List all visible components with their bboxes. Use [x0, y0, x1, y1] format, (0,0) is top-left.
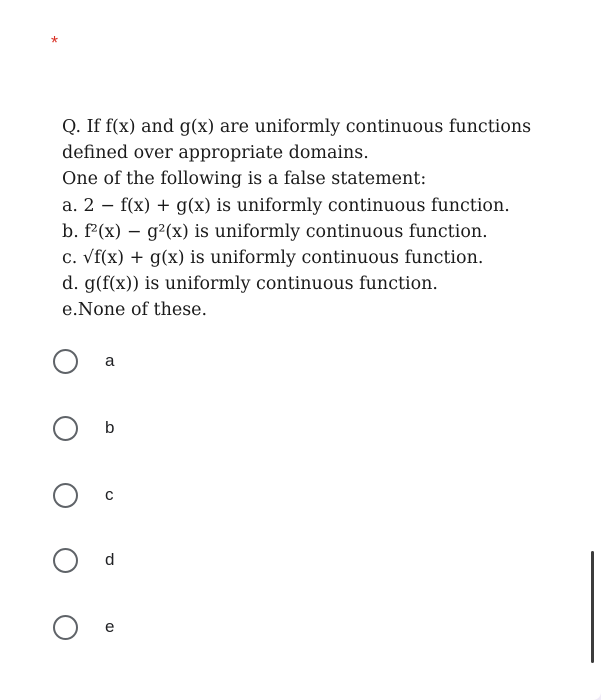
option-c[interactable]	[53, 480, 253, 510]
question-line: defined over appropriate domains.	[62, 143, 369, 164]
radio-button-icon[interactable]	[53, 416, 78, 441]
radio-button-icon[interactable]	[53, 548, 78, 573]
question-text	[62, 114, 592, 324]
option-label: d	[105, 550, 115, 569]
required-marker: *	[51, 33, 59, 53]
option-d[interactable]	[53, 545, 253, 575]
question-line: Q. If f(x) and g(x) are uniformly continuous functions	[62, 117, 532, 137]
radio-button-icon[interactable]	[53, 483, 78, 508]
option-label: c	[105, 485, 114, 504]
option-a[interactable]	[53, 346, 253, 376]
radio-button-icon[interactable]	[53, 615, 78, 640]
option-e[interactable]	[53, 612, 253, 642]
option-label: a	[105, 351, 115, 370]
option-label: b	[105, 418, 115, 437]
scrollbar[interactable]	[591, 551, 594, 663]
statement-b: b. f²(x) − g²(x) is uniformly continuous function.	[62, 221, 488, 242]
statement-a: a. 2 − f(x) + g(x) is uniformly continuous function.	[62, 195, 510, 216]
option-b[interactable]	[53, 413, 253, 443]
option-label: e	[105, 617, 115, 636]
statement-e: e.None of these.	[62, 300, 208, 321]
statement-c: c. √f(x) + g(x) is uniformly continuous function.	[62, 248, 484, 269]
radio-button-icon[interactable]	[53, 349, 78, 374]
statement-d: d. g(f(x)) is uniformly continuous function.	[62, 274, 438, 295]
question-line: One of the following is a false statement:	[62, 169, 427, 190]
